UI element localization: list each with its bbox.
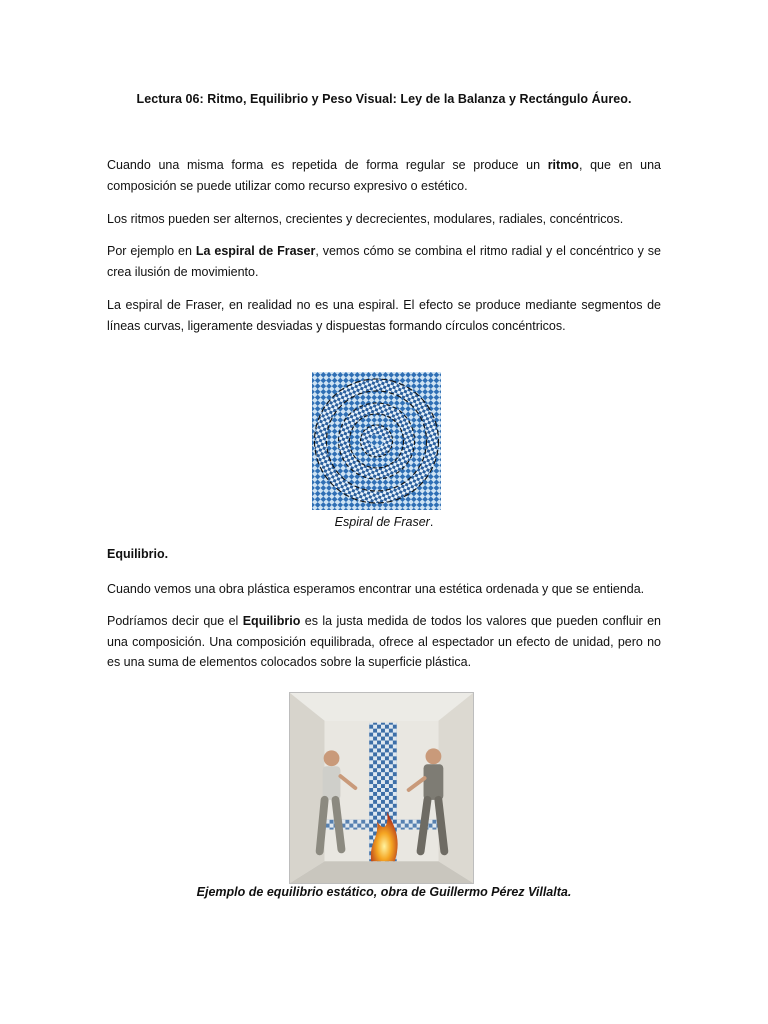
text-segment: , vemos cómo se combina el ritmo radial y el concéntrico y se crea ilusión de movimiento. bbox=[107, 244, 661, 279]
paragraph-ritmos-tipos: Los ritmos pueden ser alternos, crecientes y decrecientes, modulares, radiales, concéntricos. bbox=[107, 212, 624, 226]
text-segment: es la justa medida de todos los valores que pueden confluir en una composición. Una composición equilibrada, ofrece al espectador un efecto de unidad, pero no es una suma de elementos colocados sobre la superficie plástica. bbox=[107, 614, 661, 669]
heading-equilibrio: Equilibrio. bbox=[107, 547, 169, 561]
paragraph-espiral-explicacion: La espiral de Fraser, en realidad no es una espiral. El efecto se produce mediante segmentos de líneas curvas, ligeramente desviadas y dispuestas formando círculos concéntricos. bbox=[107, 298, 661, 333]
fraser-spiral-image bbox=[312, 372, 441, 510]
text-segment: Por ejemplo en bbox=[107, 244, 196, 258]
bold-term-equilibrio: Equilibrio bbox=[242, 614, 301, 628]
paragraph-ritmo bbox=[107, 155, 661, 196]
text-segment: , que en una composición se puede utilizar como recurso expresivo o estético. bbox=[107, 158, 661, 193]
caption-fraser-text: Espiral de Fraser bbox=[334, 515, 430, 529]
paragraph-equilibrio-definicion bbox=[107, 611, 661, 673]
paragraph-obra-plastica: Cuando vemos una obra plástica esperamos encontrar una estética ordenada y que se entienda. bbox=[107, 582, 645, 596]
page-title: Lectura 06: Ritmo, Equilibrio y Peso Visual: Ley de la Balanza y Rectángulo Áureo. bbox=[136, 92, 632, 106]
text-segment: Podríamos decir que el bbox=[107, 614, 243, 628]
paragraph-espiral-ejemplo bbox=[107, 241, 661, 282]
bold-term-ritmo: ritmo bbox=[547, 158, 579, 172]
caption-fraser bbox=[0, 515, 768, 529]
caption-painting: Ejemplo de equilibrio estático, obra de Guillermo Pérez Villalta. bbox=[196, 885, 572, 899]
caption-fraser-period: . bbox=[429, 515, 434, 529]
painting-perez-villalta-image bbox=[289, 692, 474, 884]
bold-term-espiral: La espiral de Fraser bbox=[195, 244, 316, 258]
text-segment: Cuando una misma forma es repetida de forma regular se produce un bbox=[107, 158, 548, 172]
